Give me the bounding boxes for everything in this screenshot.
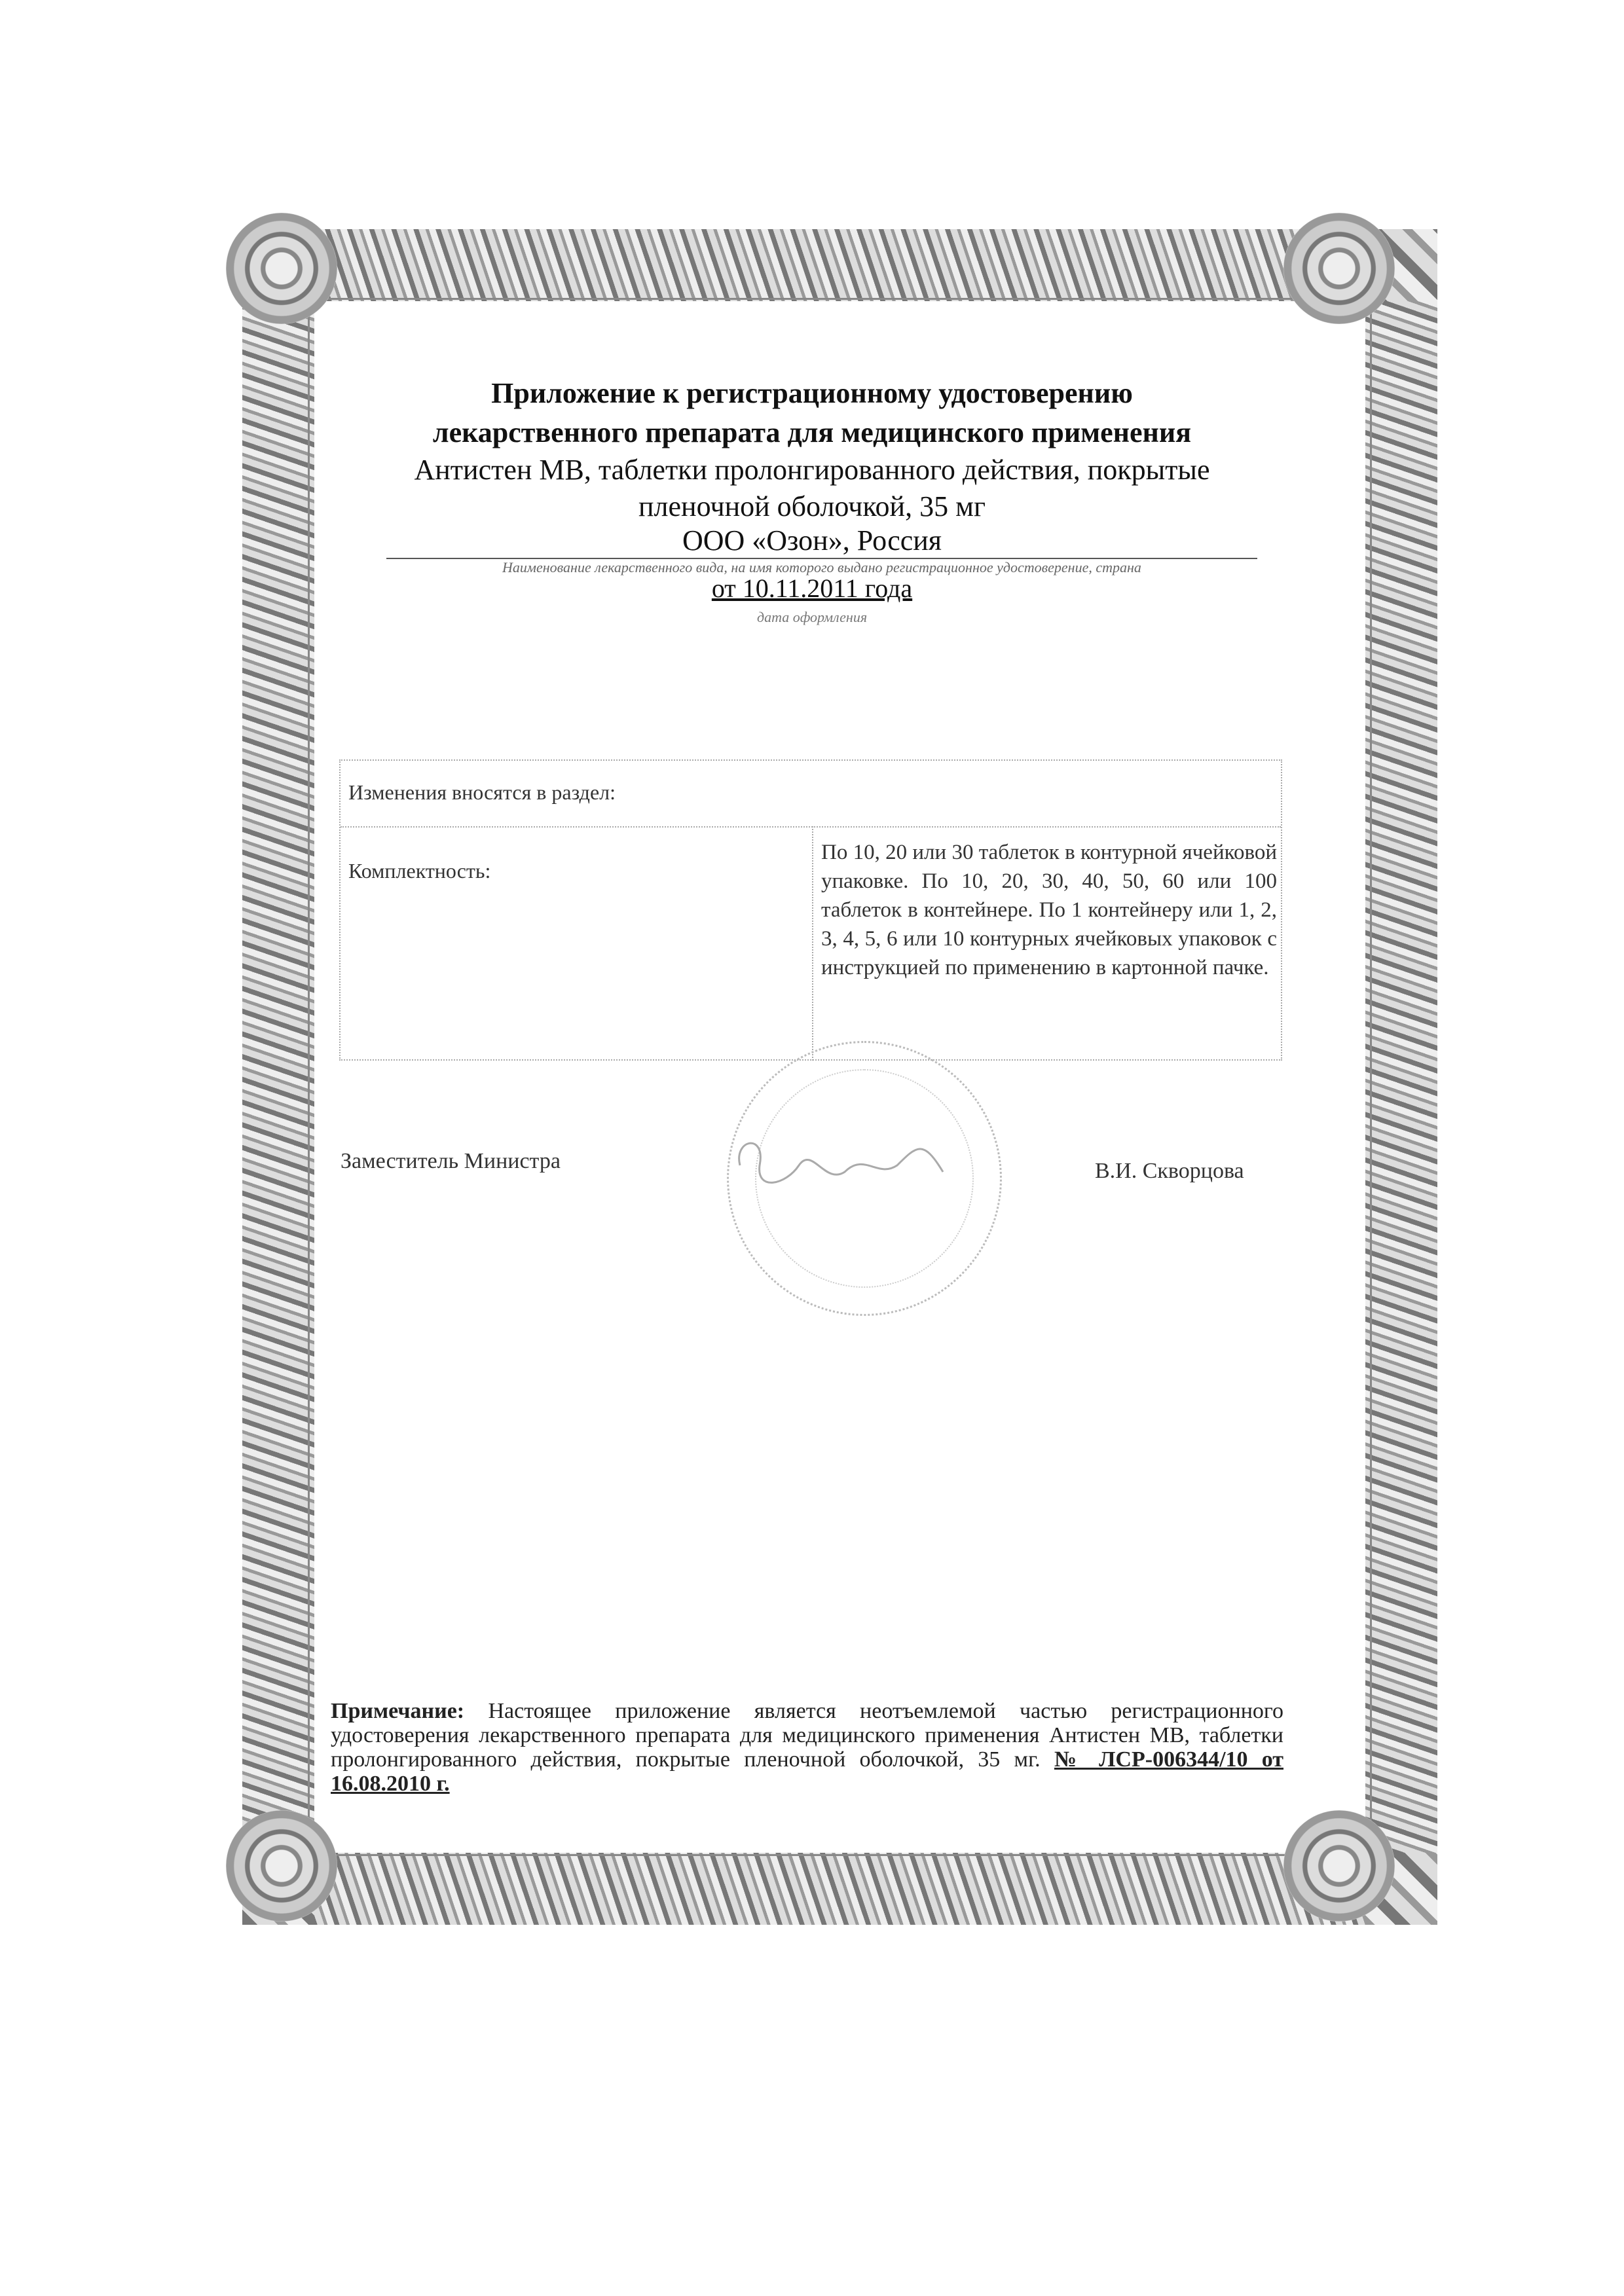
handwritten-signature — [727, 1126, 1002, 1205]
signatory-position: Заместитель Министра — [341, 1149, 561, 1173]
header-caption: Наименование лекарственного вида, на имя которого выдано регистрационное удостоверение, страна — [386, 558, 1257, 576]
section-label: Изменения вносятся в раздел: — [348, 780, 616, 804]
corner-rosette — [226, 1810, 337, 1922]
company: ООО «Озон», Россия — [682, 524, 942, 556]
corner-rosette — [1283, 1810, 1395, 1922]
issue-date: от 10.11.2011 года — [711, 574, 913, 603]
note — [331, 1699, 1283, 1796]
corner-rosette — [1283, 213, 1395, 324]
product-line-2: пленочной оболочкой, 35 мг — [638, 490, 986, 522]
registration-number: № ЛСР-006344/10 от 16.08.2010 г. — [331, 1747, 1284, 1796]
note-text: Настоящее приложение является неотъемлемой частью регистрационного удостоверения лекарственного препарата для медицинского применения Антистен МВ, таблетки пролонгированного действия, покрытые пленочной оболочкой, 35 мг. — [331, 1699, 1283, 1772]
date-caption: дата оформления — [756, 609, 868, 625]
signatory-name: В.И. Скворцова — [1095, 1159, 1244, 1183]
field-value: По 10, 20 или 30 таблеток в контурной ячейковой упаковке. По 10, 20, 30, 40, 50, 60 или 100 таблеток в контейнере. По 1 контейнеру или 1, 2, 3, 4, 5, 6 или 10 контурных ячейковых упаковок с инструкцией по применению в картонной пачке. — [812, 826, 1282, 1061]
changes-table — [339, 759, 1282, 1061]
title-line-1: Приложение к регистрационному удостоверению — [491, 377, 1133, 409]
product-line-1: Антистен МВ, таблетки пролонгированного действия, покрытые — [414, 454, 1210, 486]
note-label: Примечание: — [331, 1699, 465, 1723]
title-line-2: лекарственного препарата для медицинского применения — [432, 416, 1192, 448]
field-label: Комплектность: — [348, 859, 491, 883]
corner-rosette — [226, 213, 337, 324]
table-row-section — [341, 761, 1281, 828]
